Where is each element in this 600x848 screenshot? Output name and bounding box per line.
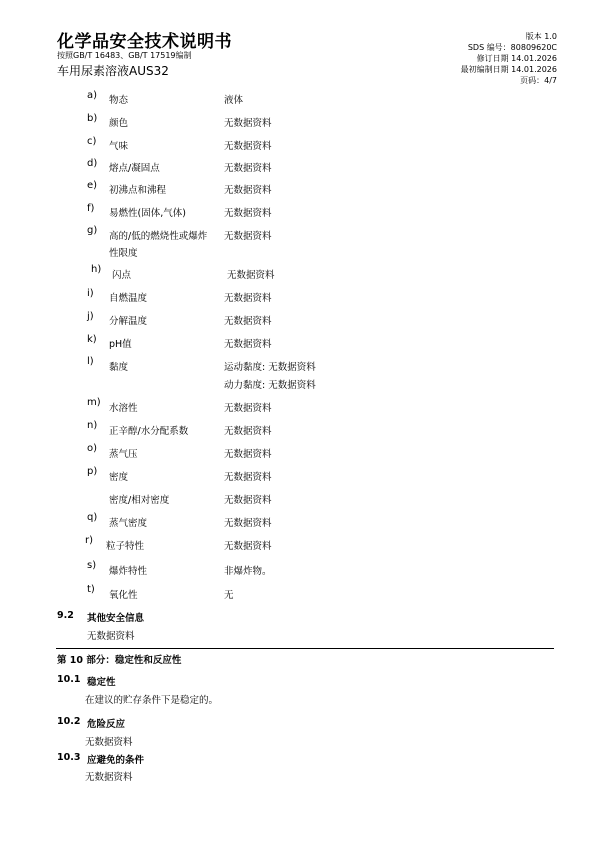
property-label: pH值 (109, 339, 132, 350)
property-label: 自燃温度 (109, 293, 148, 304)
section-title: 稳定性 (87, 677, 116, 688)
property-letter: m) (87, 397, 101, 408)
property-label: 黏度 (109, 362, 129, 373)
property-letter: i) (87, 288, 94, 299)
property-value: 无数据资料 (224, 495, 272, 506)
property-value: 无数据资料 (224, 231, 272, 242)
chapter-title: 第 10 部分：稳定性和反应性 (57, 655, 182, 666)
property-letter: p) (87, 466, 98, 477)
property-letter: s) (87, 560, 97, 571)
property-label: 密度 (109, 472, 129, 483)
property-value-continued: 动力黏度: 无数据资料 (224, 380, 316, 391)
property-value: 无数据资料 (224, 208, 272, 219)
property-letter: a) (87, 90, 98, 101)
property-label: 粒子特性 (106, 541, 145, 552)
product-name: 车用尿素溶液AUS32 (57, 64, 169, 78)
property-letter: l) (87, 356, 94, 367)
property-value: 运动黏度: 无数据资料 (224, 362, 316, 373)
property-label: 分解温度 (109, 316, 148, 327)
property-letter: o) (87, 443, 98, 454)
property-letter: c) (87, 136, 97, 147)
version-label: 版本 1.0 (525, 32, 557, 41)
sds-number: SDS 编号：80809620C (467, 43, 557, 52)
standard-reference: 按照GB/T 16483、GB/T 17519编制 (57, 51, 192, 60)
property-letter: e) (87, 180, 98, 191)
section-body: 无数据资料 (87, 631, 135, 642)
property-value: 无数据资料 (224, 541, 272, 552)
property-label: 熔点/凝固点 (109, 163, 160, 174)
property-label: 易燃性(固体,气体) (109, 208, 186, 219)
property-label: 物态 (109, 95, 129, 106)
property-letter: f) (87, 203, 95, 214)
property-letter: k) (87, 334, 97, 345)
property-letter: h) (91, 264, 102, 275)
chapter-divider (56, 648, 554, 649)
revision-date: 修订日期 14.01.2026 (476, 54, 557, 63)
section-body: 无数据资料 (85, 737, 133, 748)
property-label: 蒸气密度 (109, 518, 148, 529)
section-title: 危险反应 (87, 719, 126, 730)
property-letter: j) (87, 311, 94, 322)
property-letter: n) (87, 420, 98, 431)
property-value: 无数据资料 (224, 118, 272, 129)
property-letter: d) (87, 158, 98, 169)
property-value: 无数据资料 (224, 316, 272, 327)
property-value: 无数据资料 (224, 185, 272, 196)
property-value: 无数据资料 (224, 141, 272, 152)
section-number: 10.1 (57, 674, 81, 685)
property-letter: q) (87, 512, 98, 523)
section-number: 9.2 (57, 610, 74, 621)
property-label: 初沸点和沸程 (109, 185, 167, 196)
property-label: 气味 (109, 141, 129, 152)
page-number: 页码：4/7 (520, 76, 557, 85)
property-value: 无数据资料 (224, 403, 272, 414)
property-label: 蒸气压 (109, 449, 138, 460)
property-label: 密度/相对密度 (109, 495, 170, 506)
property-label: 高的/低的燃烧性或爆炸 (109, 231, 208, 242)
property-letter: b) (87, 113, 98, 124)
property-value: 无数据资料 (224, 163, 272, 174)
section-number: 10.3 (57, 752, 81, 763)
property-label: 氧化性 (109, 590, 138, 601)
property-label: 正辛醇/水分配系数 (109, 426, 189, 437)
section-title: 应避免的条件 (87, 755, 145, 766)
property-label-continued: 性限度 (109, 248, 138, 259)
section-number: 10.2 (57, 716, 81, 727)
property-value: 无数据资料 (224, 293, 272, 304)
property-label: 颜色 (109, 118, 129, 129)
section-body: 在建议的贮存条件下是稳定的。 (85, 695, 219, 706)
property-label: 爆炸特性 (109, 566, 148, 577)
property-value: 无数据资料 (224, 339, 272, 350)
property-value: 无数据资料 (224, 518, 272, 529)
property-value: 非爆炸物。 (224, 566, 272, 577)
last-edit-date: 最初编制日期 14.01.2026 (460, 65, 557, 74)
property-letter: g) (87, 225, 98, 236)
property-value: 无数据资料 (224, 426, 272, 437)
property-value: 无 (224, 590, 234, 601)
property-label: 闪点 (112, 270, 132, 281)
document-title: 化学品安全技术说明书 (57, 32, 232, 52)
property-value: 无数据资料 (227, 270, 275, 281)
property-label: 水溶性 (109, 403, 138, 414)
property-letter: t) (87, 584, 95, 595)
property-value: 无数据资料 (224, 472, 272, 483)
section-body: 无数据资料 (85, 772, 133, 783)
property-value: 液体 (224, 95, 244, 106)
property-value: 无数据资料 (224, 449, 272, 460)
section-title: 其他安全信息 (87, 613, 145, 624)
property-letter: r) (85, 535, 94, 546)
